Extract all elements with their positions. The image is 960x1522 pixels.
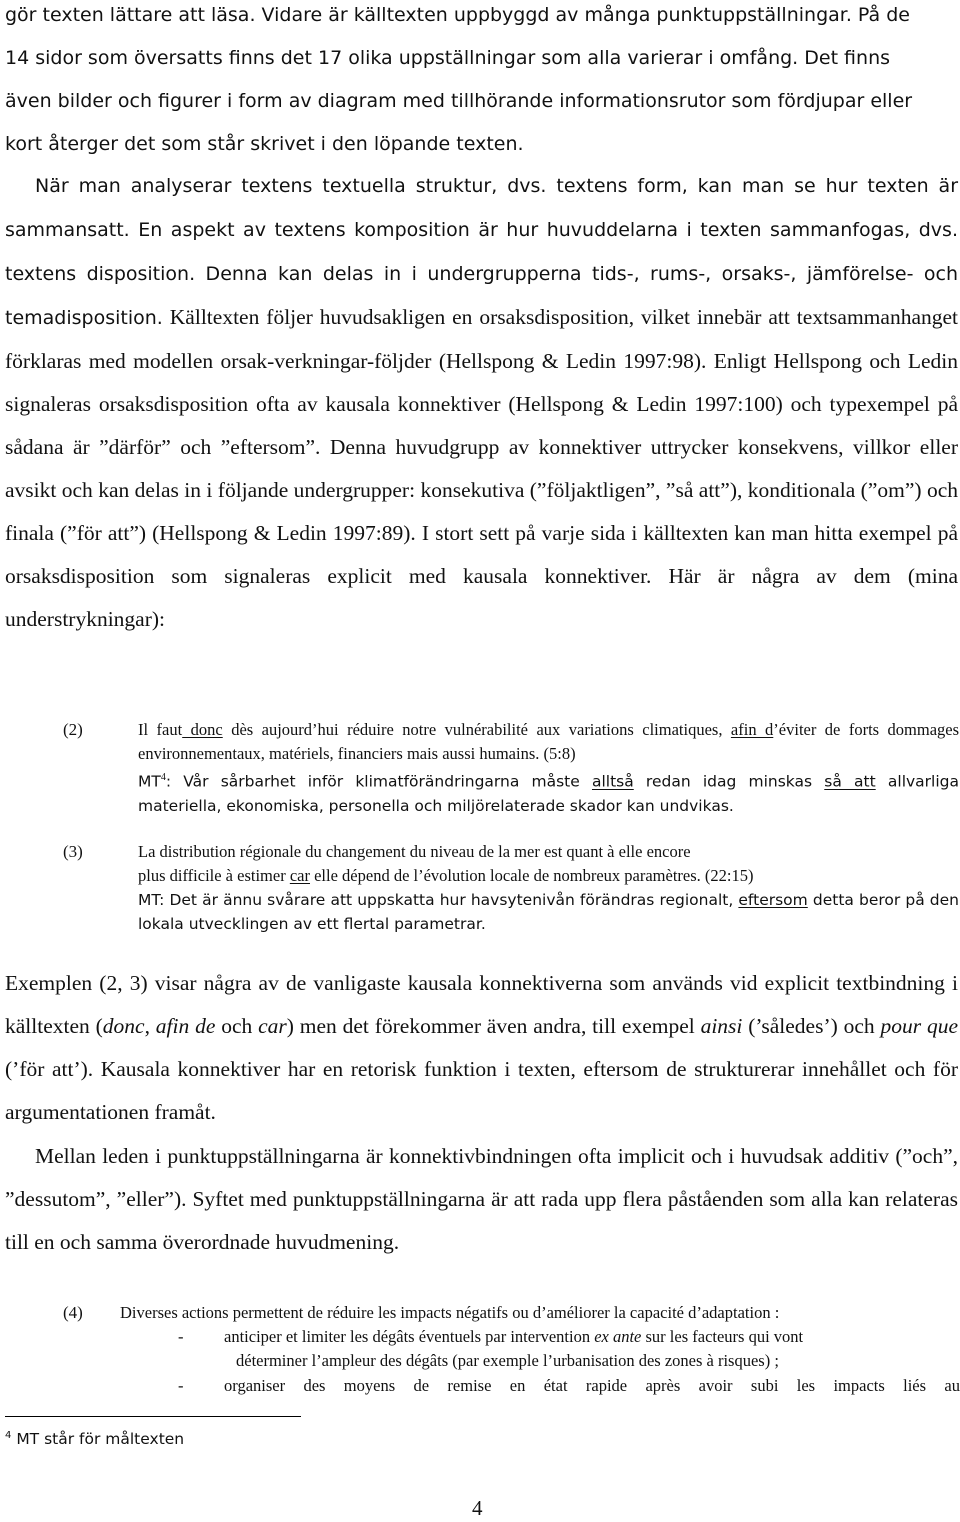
mt-label: MT	[138, 772, 161, 791]
footnote-mark: 4	[5, 1430, 12, 1441]
list-item-text	[224, 1325, 960, 1349]
paragraph-intro	[5, 0, 958, 166]
example-swedish-translation	[138, 888, 959, 936]
example-number: (2)	[63, 720, 83, 739]
text-segment: ,	[144, 1014, 156, 1038]
text-segment: allvarliga materiella, ekonomiska, personella och miljörelaterade skador kan undvikas.	[138, 772, 959, 815]
list-dash: -	[178, 1327, 184, 1346]
italic-term: ex ante	[594, 1327, 642, 1346]
footnote-text: MT står för måltexten	[16, 1430, 185, 1449]
text-segment: dès aujourd’hui réduire notre vulnérabilité aux variations climatiques,	[222, 720, 731, 739]
paragraph-line: även bilder och figurer i form av diagram med tillhörande informationsrutor som fördjupar eller	[5, 90, 913, 112]
text-segment: : Vår sårbarhet inför klimatförändringarna måste	[165, 772, 592, 791]
italic-term: car	[258, 1014, 287, 1038]
text-segment: ) men det förekommer även andra, till exempel	[286, 1014, 701, 1038]
example-french-text: La distribution régionale du changement du niveau de la mer est quant à elle encore	[138, 842, 691, 861]
italic-term: afin de	[155, 1014, 216, 1038]
paragraph-connectives	[5, 962, 958, 1134]
paragraph-disposition-sans: När man analyserar textens textuella struktur, dvs. textens form, kan man se hur texten är sammansatt. En aspekt av textens komposition är hur huvuddelarna i texten sammanfogas, dvs. textens disposition. Denna kan delas in i undergrupperna tids-, rums-, orsaks-, jämförelse- och temadisposition.	[5, 175, 958, 329]
example-4-item-1	[224, 1325, 960, 1349]
list-dash: -	[178, 1376, 184, 1395]
text-segment: redan idag minskas	[633, 772, 825, 791]
paragraph-line: gör texten lättare att läsa. Vidare är källtexten uppbyggd av många punktuppställningar. På de	[5, 4, 910, 26]
example-number: (3)	[63, 842, 83, 861]
underlined-connective: afin d	[730, 720, 774, 739]
footnote-ref: 4	[160, 772, 166, 783]
example-2	[138, 718, 959, 818]
text-segment: plus difficile à estimer	[138, 866, 290, 885]
text-segment: ’éviter de forts dommages environnementaux, matériels, financiers mais aussi humains. (5:8)	[138, 720, 960, 763]
text-segment: Il faut	[138, 720, 183, 739]
example-french-text	[138, 718, 959, 766]
example-swedish-translation	[138, 766, 959, 818]
text-segment: MT: Det är ännu svårare att uppskatta hur havsytenivån förändras regionalt,	[138, 891, 739, 909]
underlined-connective: donc	[182, 720, 223, 739]
list-item-continuation: déterminer l’ampleur des dégâts (par exemple l’urbanisation des zones à risques) ;	[236, 1351, 779, 1370]
underlined-connective: alltså	[591, 772, 634, 791]
example-4-item-2: organiser des moyens de remise en état rapide après avoir subi les impacts liés au	[224, 1376, 960, 1395]
paragraph-disposition-serif: Källtexten följer huvudsakligen en orsaksdisposition, vilket innebär att textsammanhanget förklaras med modellen orsak-verkningar-följder (Hellspong & Ledin 1997:98). Enligt Hellspong och Ledin signaleras orsaksdisposition ofta av kausala konnektiver (Hellspong & Ledin 1997:100) och typexempel på sådana är ”därför” och ”eftersom”. Denna huvudgrupp av konnektiver uttrycker konsekvens, villkor eller avsikt och kan delas in i följande undergrupper: konsekutiva (”följaktligen”, ”så att”), konditionala (”om”) och finala (”för att”) (Hellspong & Ledin 1997:89). I stort sett på varje sida i källtexten kan man hitta exempel på orsaksdisposition som signaleras explicit med kausala konnektiver. Här är några av dem (mina understrykningar):	[5, 305, 958, 631]
italic-term: pour que	[880, 1014, 958, 1038]
italic-term: ainsi	[700, 1014, 743, 1038]
text-segment: (’således’) och	[742, 1014, 881, 1038]
example-french-text	[138, 864, 959, 888]
text-segment: detta beror på den lokala utvecklingen av ett flertal parametrar.	[138, 891, 959, 933]
page-number: 4	[472, 1496, 483, 1520]
footnote	[5, 1430, 184, 1448]
underlined-connective: car	[289, 866, 310, 885]
example-4-intro: Diverses actions permettent de réduire les impacts négatifs ou d’améliorer la capacité d’adaptation :	[120, 1303, 780, 1322]
example-number: (4)	[63, 1303, 83, 1322]
text-segment: och	[215, 1014, 259, 1038]
paragraph-disposition	[5, 164, 958, 641]
text-segment: elle dépend de l’évolution locale de nombreux paramètres. (22:15)	[309, 866, 754, 885]
underlined-connective: så att	[824, 772, 876, 791]
text-segment: (’för att’). Kausala konnektiver har en retorisk funktion i texten, eftersom de strukturerar innehållet och för argumentationen framåt.	[5, 1057, 958, 1124]
paragraph-lists: Mellan leden i punktuppställningarna är konnektivbindningen ofta implicit och i huvudsak additiv (”och”, ”dessutom”, ”eller”). Syftet med punktuppställningarna är att rada upp flera påståenden som alla kan relateras till en och samma överordnade huvudmening.	[5, 1144, 958, 1254]
paragraph-line: 14 sidor som översatts finns det 17 olika uppställningar som alla varierar i omfång. Det finns	[5, 47, 891, 69]
example-3	[138, 840, 959, 936]
text-segment: Exemplen (2, 3) visar några av de vanligaste kausala konnektiverna som används vid explicit textbindning i källtexten (	[5, 971, 958, 1038]
text-segment: anticiper et limiter les dégâts éventuels par intervention	[224, 1327, 595, 1346]
paragraph-line: kort återger det som står skrivet i den löpande texten.	[5, 133, 524, 155]
underlined-connective: eftersom	[738, 891, 808, 909]
text-segment: sur les facteurs qui vont	[641, 1327, 804, 1346]
italic-term: donc	[102, 1014, 145, 1038]
footnote-separator	[5, 1416, 301, 1417]
